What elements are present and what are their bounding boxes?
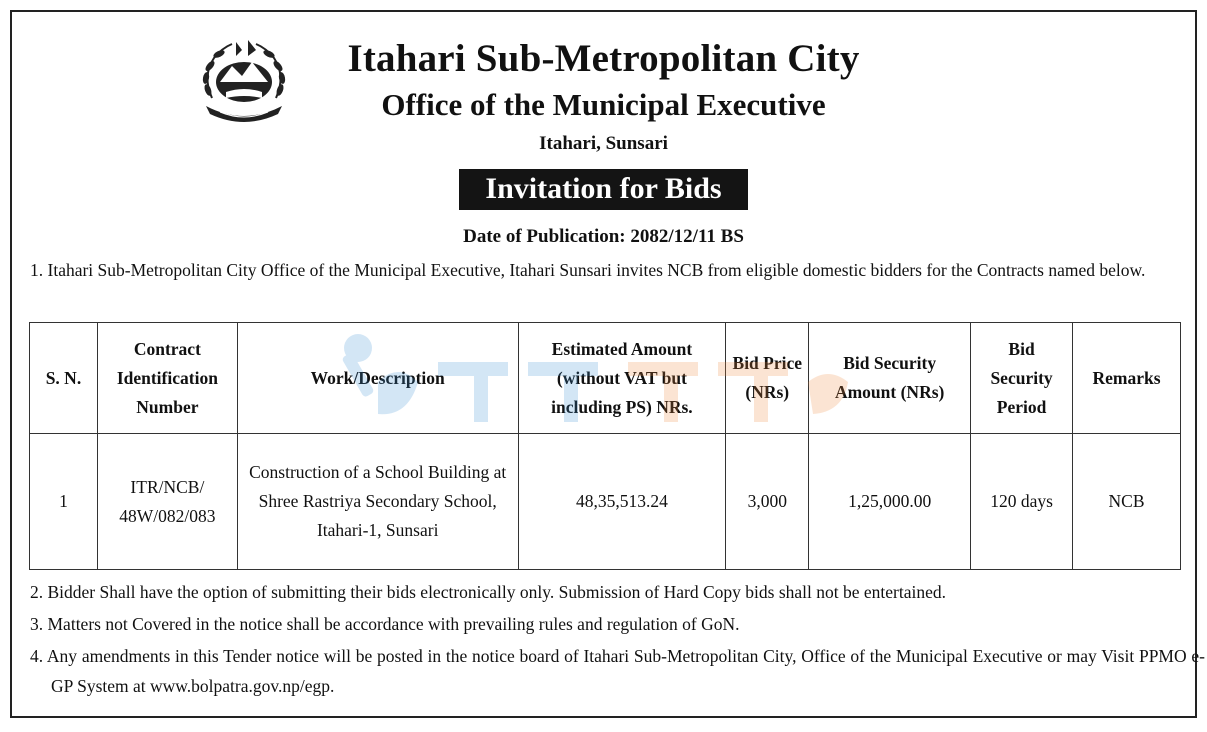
notice-title: Invitation for Bids <box>459 169 747 210</box>
header-remarks: Remarks <box>1073 323 1181 434</box>
header-contract-id: Contract Identification Number <box>97 323 237 434</box>
cell-description: Construction of a School Building at Shree Rastriya Secondary School, Itahari-1, Sunsari <box>237 434 518 570</box>
org-name: Itahari Sub-Metropolitan City <box>347 37 860 80</box>
cell-remarks: NCB <box>1073 434 1181 570</box>
office-location: Itahari, Sunsari <box>539 133 668 154</box>
header-estimated-amount: Estimated Amount (without VAT but including PS) NRs. <box>518 323 726 434</box>
note-2: 2. Bidder Shall have the option of submitting their bids electronically only. Submission of Hard Copy bids shall not be entertained. <box>30 582 947 602</box>
cell-sn: 1 <box>30 434 98 570</box>
bids-table <box>29 322 1181 570</box>
header-bid-price: Bid Price (NRs) <box>726 323 809 434</box>
cell-bid-security-amount: 1,25,000.00 <box>809 434 971 570</box>
notice-title-wrap <box>0 169 1207 210</box>
table-header-row <box>30 323 1181 434</box>
cell-bid-security-period: 120 days <box>971 434 1073 570</box>
cell-contract-id: ITR/NCB/ 48W/082/083 <box>97 434 237 570</box>
intro-paragraph: 1. Itahari Sub-Metropolitan City Office of the Municipal Executive, Itahari Sunsari invites NCB from eligible domestic bidders for the Contracts named below. <box>30 260 1146 280</box>
table-row <box>30 434 1181 570</box>
header-sn: S. N. <box>30 323 98 434</box>
header-bid-security-amount: Bid Security Amount (NRs) <box>809 323 971 434</box>
cell-estimated-amount: 48,35,513.24 <box>518 434 726 570</box>
header-description: Work/Description <box>237 323 518 434</box>
note-3: 3. Matters not Covered in the notice shall be accordance with prevailing rules and regulation of GoN. <box>30 614 740 634</box>
publication-date: Date of Publication: 2082/12/11 BS <box>463 226 744 247</box>
header-bid-security-period: Bid Security Period <box>971 323 1073 434</box>
office-name: Office of the Municipal Executive <box>381 87 826 122</box>
cell-bid-price: 3,000 <box>726 434 809 570</box>
note-4: 4. Any amendments in this Tender notice will be posted in the notice board of Itahari Sub-Metropolitan City, Office of the Municipal Executive or may Visit PPMO e-GP System at www.bolpatra.gov.np/egp. <box>30 646 1205 696</box>
